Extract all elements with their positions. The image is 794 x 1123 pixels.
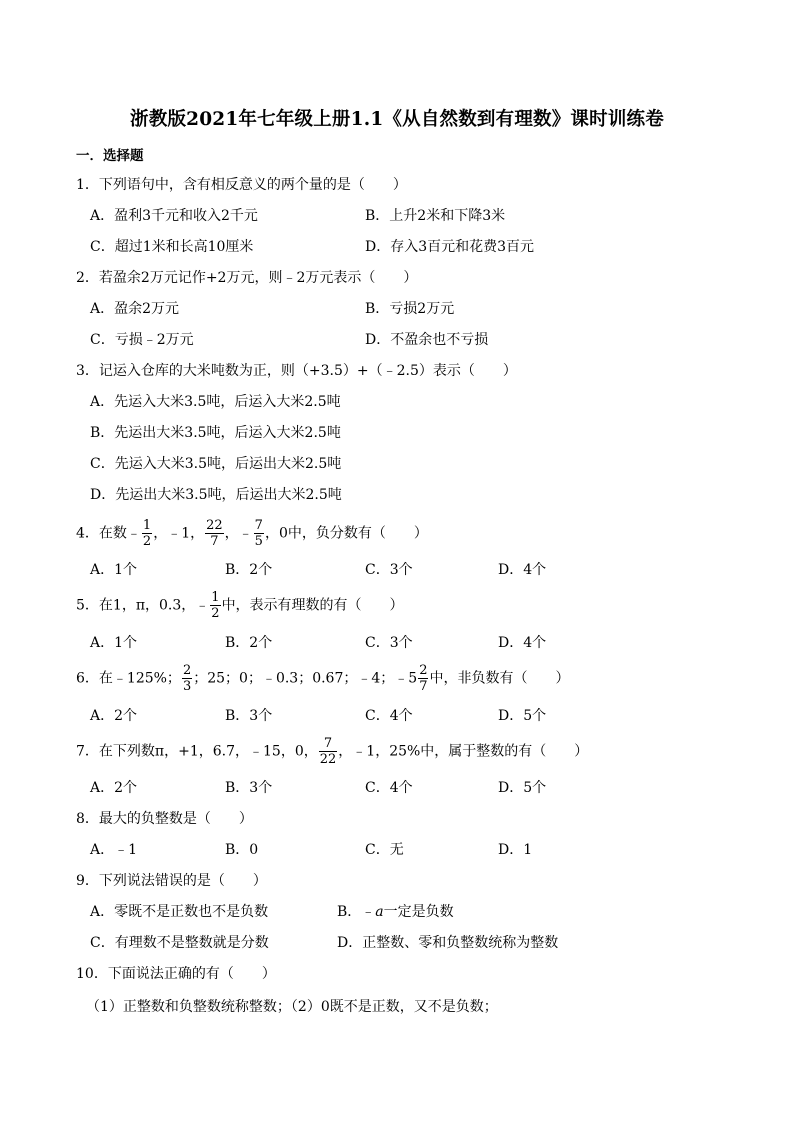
question-4-option-c: C．3个 bbox=[365, 562, 413, 578]
fraction bbox=[319, 736, 338, 767]
question-3-stem: 3．记运入仓库的大米吨数为正，则（+3.5）+（﹣2.5）表示（ ） bbox=[76, 363, 517, 379]
question-8-option-a: A．﹣1 bbox=[90, 842, 138, 858]
denominator: 3 bbox=[182, 679, 192, 694]
question-5-option-d: D．4个 bbox=[498, 635, 547, 651]
question-5-option-b: B．2个 bbox=[225, 635, 273, 651]
question-6-text: 6．在﹣125%； bbox=[76, 670, 181, 687]
question-4-option-a: A．1个 bbox=[90, 562, 138, 578]
fraction bbox=[205, 518, 224, 549]
question-2-option-c: C．亏损﹣2万元 bbox=[90, 332, 194, 348]
fraction bbox=[418, 663, 428, 694]
question-3-option-a: A．先运入大米3.5吨，后运入大米2.5吨 bbox=[90, 394, 341, 410]
fraction bbox=[142, 518, 152, 549]
question-2-option-b: B．亏损2万元 bbox=[365, 301, 455, 317]
question-4-option-b: B．2个 bbox=[225, 562, 273, 578]
fraction bbox=[182, 663, 192, 694]
denominator: 2 bbox=[142, 534, 152, 549]
denominator: 7 bbox=[210, 534, 219, 549]
variable-a: a bbox=[375, 904, 384, 920]
denominator: 22 bbox=[319, 752, 337, 767]
question-6-text: 中，非负数有（ ） bbox=[429, 670, 570, 687]
question-3-option-d: D．先运出大米3.5吨，后运出大米2.5吨 bbox=[90, 487, 342, 503]
question-2-option-d: D．不盈余也不亏损 bbox=[365, 332, 489, 348]
question-5-stem bbox=[76, 590, 404, 621]
question-7-text: 7．在下列数π，+1，6.7，﹣15，0， bbox=[76, 743, 318, 760]
question-6-option-b: B．3个 bbox=[225, 708, 273, 724]
question-2-option-a: A．盈余2万元 bbox=[90, 301, 180, 317]
question-6-text: ；25；0；﹣0.3；0.67；﹣4；﹣5 bbox=[193, 670, 418, 687]
question-5-text: 5．在1，π，0.3，﹣ bbox=[76, 597, 210, 614]
question-4-text: ，0中，负分数有（ ） bbox=[264, 525, 428, 542]
question-2-stem: 2．若盈余2万元记作+2万元，则﹣2万元表示（ ） bbox=[76, 270, 418, 286]
question-7-option-a: A．2个 bbox=[90, 780, 138, 796]
question-6-stem bbox=[76, 663, 569, 694]
question-7-stem bbox=[76, 736, 588, 767]
question-4-text: 4．在数﹣ bbox=[76, 525, 141, 542]
question-9-option-d: D．正整数、零和负整数统称为整数 bbox=[337, 935, 559, 951]
question-10-line-1: （1）正整数和负整数统称整数；（2）0既不是正数，又不是负数； bbox=[86, 999, 498, 1015]
question-1-stem: 1．下列语句中，含有相反意义的两个量的是（ ） bbox=[76, 177, 407, 193]
question-7-option-c: C．4个 bbox=[365, 780, 413, 796]
question-5-text: 中，表示有理数的有（ ） bbox=[221, 597, 404, 614]
numerator: 22 bbox=[206, 518, 223, 533]
question-8-option-d: D．1 bbox=[498, 842, 533, 858]
page-title: 浙教版2021年七年级上册1.1《从自然数到有理数》课时训练卷 bbox=[130, 109, 664, 130]
question-8-option-b: B．0 bbox=[225, 842, 259, 858]
numerator: 2 bbox=[419, 663, 428, 678]
question-7-option-b: B．3个 bbox=[225, 780, 273, 796]
question-9-option-a: A．零既不是正数也不是负数 bbox=[90, 904, 269, 920]
fraction bbox=[210, 590, 220, 621]
question-1-option-d: D．存入3百元和花费3百元 bbox=[365, 239, 535, 255]
question-5-option-c: C．3个 bbox=[365, 635, 413, 651]
question-9-option-b-suffix: 一定是负数 bbox=[383, 904, 454, 920]
numerator: 1 bbox=[142, 518, 152, 533]
question-1-option-a: A．盈利3千元和收入2千元 bbox=[90, 208, 258, 224]
question-9-option-b-prefix: B．﹣ bbox=[337, 904, 376, 920]
question-4-text: ，﹣ bbox=[224, 525, 253, 542]
numerator: 7 bbox=[254, 518, 263, 533]
section-heading: 一．选择题 bbox=[76, 148, 144, 164]
question-9-option-b bbox=[337, 902, 454, 922]
question-4-text: ，﹣1， bbox=[153, 525, 205, 542]
question-10-stem: 10．下面说法正确的有（ ） bbox=[76, 966, 276, 982]
question-6-option-c: C．4个 bbox=[365, 708, 413, 724]
fraction bbox=[254, 518, 264, 549]
numerator: 1 bbox=[211, 590, 220, 605]
question-3-option-c: C．先运入大米3.5吨，后运出大米2.5吨 bbox=[90, 456, 342, 472]
numerator: 7 bbox=[319, 736, 338, 752]
question-4-option-d: D．4个 bbox=[498, 562, 547, 578]
question-7-text: ，﹣1，25%中，属于整数的有（ ） bbox=[338, 743, 589, 760]
question-1-option-b: B．上升2米和下降3米 bbox=[365, 208, 506, 224]
question-3-option-b: B．先运出大米3.5吨，后运入大米2.5吨 bbox=[90, 425, 341, 441]
numerator: 2 bbox=[182, 663, 192, 678]
denominator: 7 bbox=[419, 679, 428, 694]
denominator: 5 bbox=[254, 534, 263, 549]
question-6-option-d: D．5个 bbox=[498, 708, 547, 724]
question-1-option-c: C．超过1米和长高10厘米 bbox=[90, 239, 254, 255]
question-9-stem: 9．下列说法错误的是（ ） bbox=[76, 873, 267, 889]
question-9-option-c: C．有理数不是整数就是分数 bbox=[90, 935, 269, 951]
question-5-option-a: A．1个 bbox=[90, 635, 138, 651]
question-8-option-c: C．无 bbox=[365, 842, 404, 858]
question-6-option-a: A．2个 bbox=[90, 708, 138, 724]
denominator: 2 bbox=[211, 606, 220, 621]
question-7-option-d: D．5个 bbox=[498, 780, 547, 796]
question-8-stem: 8．最大的负整数是（ ） bbox=[76, 811, 253, 827]
question-4-stem bbox=[76, 518, 428, 549]
